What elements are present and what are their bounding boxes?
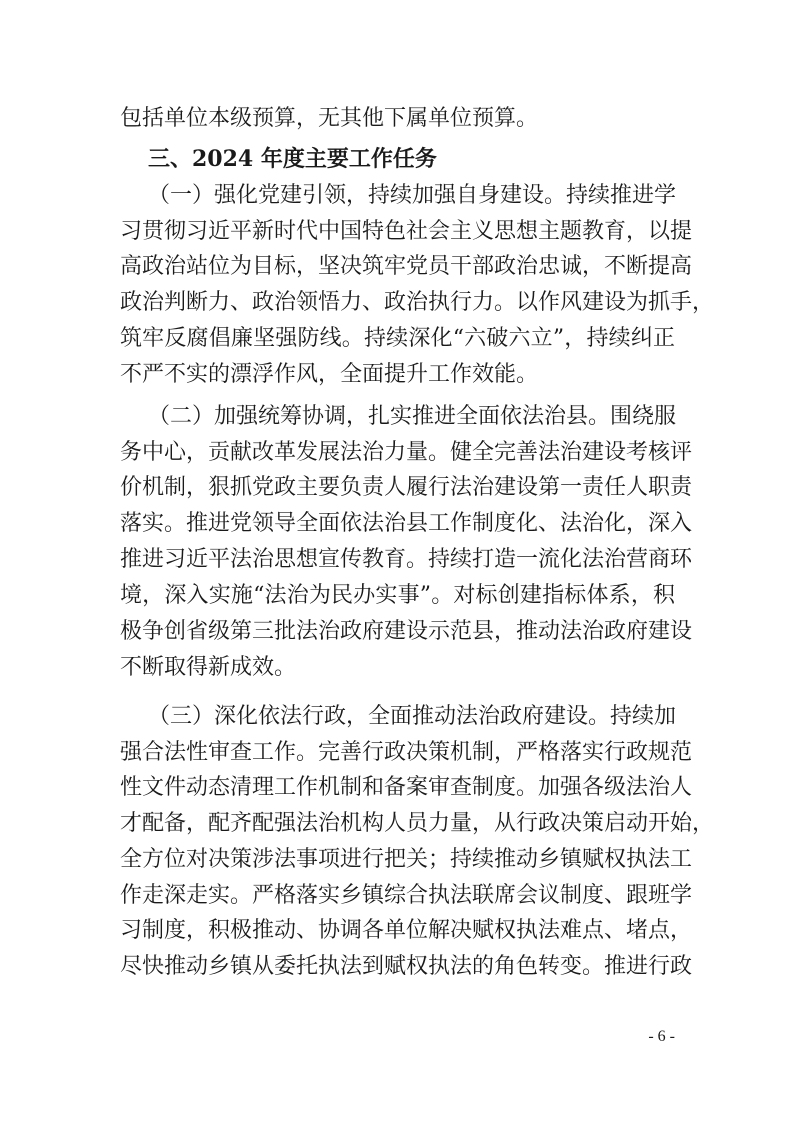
paragraph-line: 习贯彻习近平新时代中国特色社会主义思想主题教育，以提 xyxy=(120,219,693,244)
paragraph-line: 尽快推动乡镇从委托执法到赋权执法的角色转变。推进行政 xyxy=(120,954,693,979)
paragraph-line: 推进习近平法治思想宣传教育。持续打造一流化法治营商环 xyxy=(120,547,693,572)
paragraph-line: 境，深入实施“法治为民办实事”。对标创建指标体系，积 xyxy=(120,583,675,608)
paragraph-line: 务中心，贡献改革发展法治力量。健全完善法治建设考核评 xyxy=(120,440,693,465)
paragraph-line: 极争创省级第三批法治政府建设示范县，推动法治政府建设 xyxy=(120,619,693,644)
paragraph-line: 落实。推进党领导全面依法治县工作制度化、法治化，深入 xyxy=(120,511,693,536)
paragraph-line: 包括单位本级预算，无其他下属单位预算。 xyxy=(120,106,539,131)
paragraph-line: 作走深走实。严格落实乡镇综合执法联席会议制度、跟班学 xyxy=(120,883,693,908)
section-heading: 三、2024 年度主要工作任务 xyxy=(148,146,437,172)
paragraph-line: 价机制，狠抓党政主要负责人履行法治建设第一责任人职责 xyxy=(120,475,693,500)
paragraph-line: （三）深化依法行政，全面推动法治政府建设。持续加 xyxy=(148,704,677,729)
paragraph-line: （二）加强统筹协调，扎实推进全面依法治县。围绕服 xyxy=(148,404,677,429)
paragraph-line: 习制度，积极推动、协调各单位解决赋权执法难点、堵点， xyxy=(120,918,693,943)
paragraph-line: 不断取得新成效。 xyxy=(120,655,297,680)
paragraph-line: 强合法性审查工作。完善行政决策机制，严格落实行政规范 xyxy=(120,740,693,765)
paragraph-line: 筑牢反腐倡廉坚强防线。持续深化“六破六立”，持续纠正 xyxy=(120,326,675,351)
paragraph-line: 性文件动态清理工作机制和备案审查制度。加强各级法治人 xyxy=(120,775,693,800)
paragraph-line: 全方位对决策涉法事项进行把关；持续推动乡镇赋权执法工 xyxy=(120,847,693,872)
paragraph-line: 政治判断力、政治领悟力、政治执行力。以作风建设为抓手， xyxy=(120,290,715,315)
paragraph-line: 高政治站位为目标，坚决筑牢党员干部政治忠诚，不断提高 xyxy=(120,254,693,279)
paragraph-line: 才配备，配齐配强法治机构人员力量，从行政决策启动开始， xyxy=(120,811,715,836)
paragraph-line: 不严不实的漂浮作风，全面提升工作效能。 xyxy=(120,362,539,387)
paragraph-line: （一）强化党建引领，持续加强自身建设。持续推进学 xyxy=(148,183,677,208)
page-number: - 6 - xyxy=(648,1028,675,1045)
